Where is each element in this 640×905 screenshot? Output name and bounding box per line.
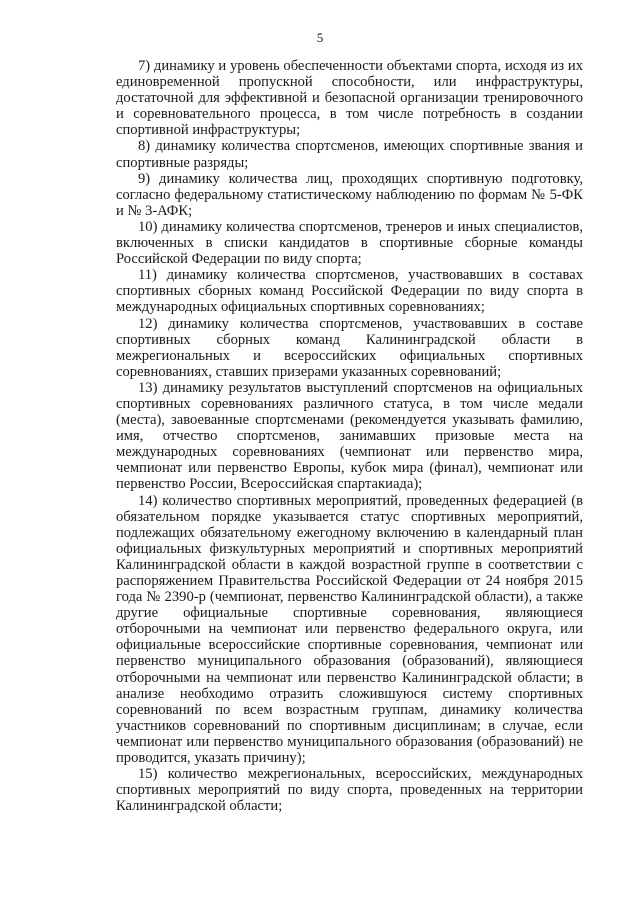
list-item-9: 9) динамику количества лиц, проходящих спортивную подготовку, согласно федеральному статистическому наблюдению по формам № 5-ФК и № 3-АФК; [116,170,583,219]
list-item-15: 15) количество межрегиональных, всероссийских, международных спортивных мероприятий по виду спорта, проведенных на территории Калининградской области; [116,766,583,815]
list-item-8: 8) динамику количества спортсменов, имеющих спортивные звания и спортивные разряды; [116,138,583,171]
list-item-14: 14) количество спортивных мероприятий, проведенных федерацией (в обязательном порядке указывается статус спортивных мероприятий, подлежащих обязательному ежегодному включению в календарный план официальных физкультурных мероприятий и спортивных мероприятий Калининградской области в каждой возрастной группе в соответствии с распоряжением Правительства Российской Федерации от 24 ноября 2015 года № 2390-р (чемпионат, первенство Калининградской области), а также другие официальные спортивные соревнования, являющиеся отборочными на чемпионат или первенство федерального округа, или официальные всероссийские спортивные соревнования, чемпионат или первенство муниципального образования (образований), являющиеся отборочными на чемпионат или первенство Калининградской области; в анализе необходимо отразить сложившуюся систему спортивных соревнований по всем возрастным группам, динамику количества участников соревнований по спортивным дисциплинам; в случае, если чемпионат или первенство муниципального образования (образований) не проводится, указать причину); [116,492,583,767]
page-number: 5 [316,30,324,45]
list-item-12: 12) динамику количества спортсменов, участвовавших в составе спортивных сборных команд Калининградской области в межрегиональных и всероссийских официальных спортивных соревнованиях, ставших призерами указанных соревнований; [116,315,583,380]
list-item-10: 10) динамику количества спортсменов, тренеров и иных специалистов, включенных в списки кандидатов в спортивные сборные команды Российской Федерации по виду спорта; [116,218,583,268]
list-item-13: 13) динамику результатов выступлений спортсменов на официальных спортивных соревнованиях различного статуса, в том числе медали (места), завоеванные спортсменами (рекомендуется указывать фамилию, имя, отчество спортсменов, занимавших призовые места на международных соревнованиях (чемпионат или первенство мира, чемпионат или первенство Европы, кубок мира (финал), чемпионат или первенство России, Всероссийская спартакиада); [116,379,583,493]
list-item-11: 11) динамику количества спортсменов, участвовавших в составах спортивных сборных команд Российской Федерации по виду спорта в международных официальных спортивных соревнованиях; [116,267,583,316]
document-body [116,58,583,814]
list-item-7: 7) динамику и уровень обеспеченности объектами спорта, исходя из их единовременной пропускной способности, или инфраструктуры, достаточной для эффективной и безопасной организации тренировочного и соревновательного процесса, в том числе потребность в создании спортивной инфраструктуры; [116,58,583,139]
